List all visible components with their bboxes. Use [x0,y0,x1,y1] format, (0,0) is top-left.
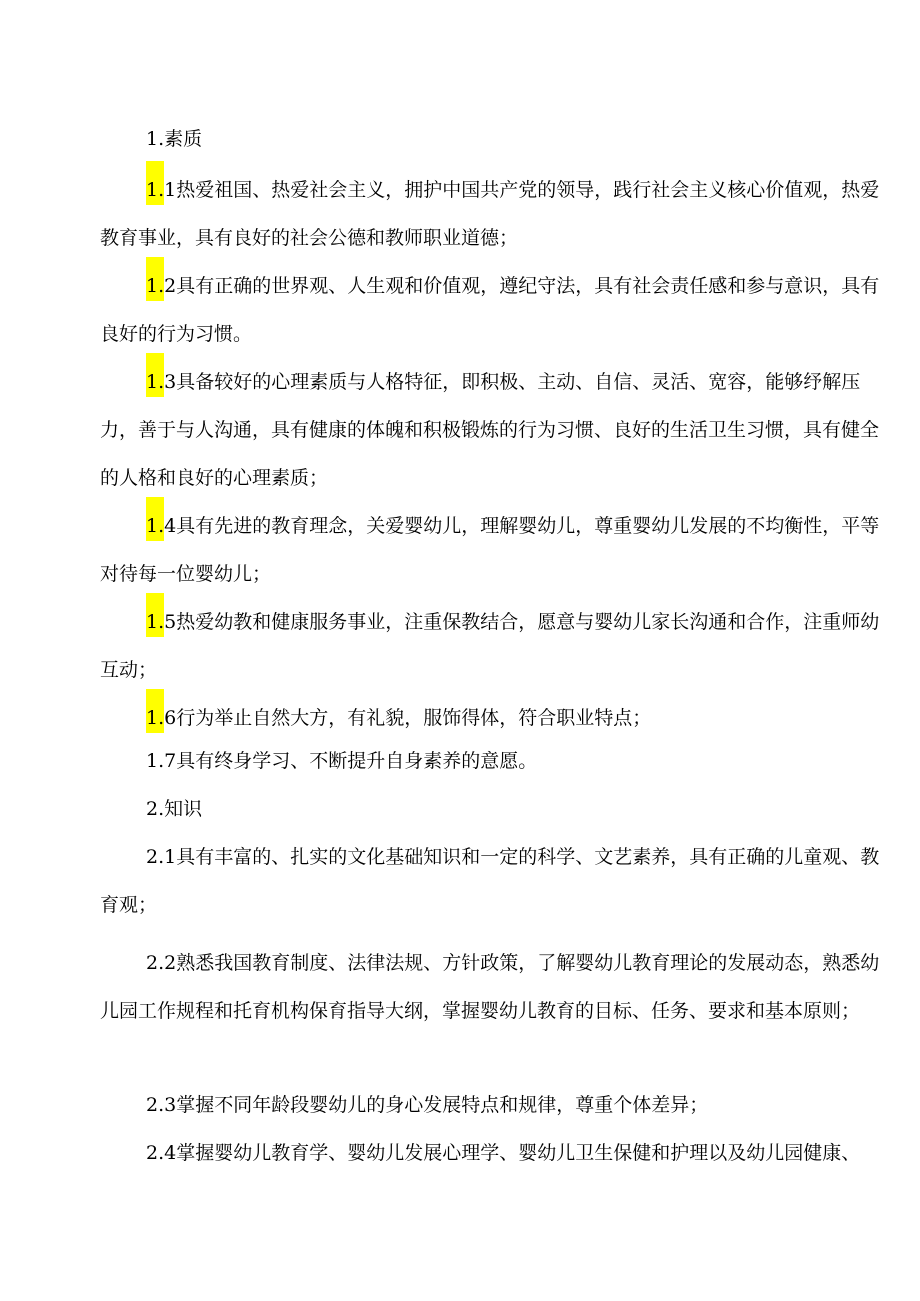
paragraph-text: 3具备较好的心理素质与人格特征，即积极、主动、自信、灵活、宽容，能够纾解压力，善于与人沟通，具有健康的体魄和积极锻炼的行为习惯、良好的生活卫生习惯，具有健全的人格和良好的心理素质； [100,371,880,489]
paragraph-1-7 [100,737,890,785]
paragraph-text: 素质 [164,128,203,150]
highlighted-prefix: 1. [146,689,164,733]
highlighted-prefix: 1. [146,497,164,541]
paragraph-text: 5热爱幼教和健康服务事业，注重保教结合，愿意与婴幼儿家长沟通和合作，注重师幼互动； [100,611,880,681]
paragraph-1-5 [100,593,890,694]
paragraph-text: 7具有终身学习、不断提升自身素养的意愿。 [164,750,538,772]
paragraph-text: 2熟悉我国教育制度、法律法规、方针政策，了解婴幼儿教育理论的发展动态，熟悉幼儿园工作规程和托育机构保育指导大纲，掌握婴幼儿教育的目标、任务、要求和基本原则； [100,952,880,1022]
paragraph-1-3 [100,353,890,502]
paragraph-prefix: 2. [146,952,165,974]
paragraph-prefix: 2. [146,846,165,868]
paragraph-text: 4具有先进的教育理念，关爱婴幼儿，理解婴幼儿，尊重婴幼儿发展的不均衡性，平等对待每一位婴幼儿； [100,515,880,585]
paragraph-text: 1具有丰富的、扎实的文化基础知识和一定的科学、文艺素养，具有正确的儿童观、教育观； [100,846,880,916]
paragraph-prefix: 2. [146,1142,165,1164]
paragraph-2-3 [100,1081,890,1129]
paragraph-prefix: 2. [146,798,165,820]
paragraph-2-4 [100,1129,890,1177]
paragraph-2 [100,785,890,833]
paragraph-text: 2具有正确的世界观、人生观和价值观，遵纪守法，具有社会责任感和参与意识，具有良好的行为习惯。 [100,275,880,345]
paragraph-2-1 [100,833,890,929]
paragraph-text: 1热爱祖国、热爱社会主义，拥护中国共产党的领导，践行社会主义核心价值观，热爱教育事业，具有良好的社会公德和教师职业道德； [100,179,880,249]
paragraph-1-4 [100,497,890,598]
paragraph-2-2 [100,939,890,1035]
paragraph-prefix: 1. [146,750,165,772]
highlighted-prefix: 1. [146,593,164,637]
paragraph-text: 3掌握不同年龄段婴幼儿的身心发展特点和规律，尊重个体差异； [164,1094,709,1116]
paragraph-1 [100,115,890,163]
paragraph-text: 4掌握婴幼儿教育学、婴幼儿发展心理学、婴幼儿卫生保健和护理以及幼儿园健康、 [164,1142,861,1164]
paragraph-text: 知识 [164,798,203,820]
paragraph-prefix: 2. [146,1094,165,1116]
paragraph-1-1 [100,161,890,262]
highlighted-prefix: 1. [146,161,164,205]
paragraph-1-6 [100,689,890,742]
paragraph-prefix: 1. [146,128,165,150]
paragraph-1-2 [100,257,890,358]
highlighted-prefix: 1. [146,353,164,397]
highlighted-prefix: 1. [146,257,164,301]
paragraph-text: 6行为举止自然大方，有礼貌，服饰得体，符合职业特点； [164,707,652,729]
